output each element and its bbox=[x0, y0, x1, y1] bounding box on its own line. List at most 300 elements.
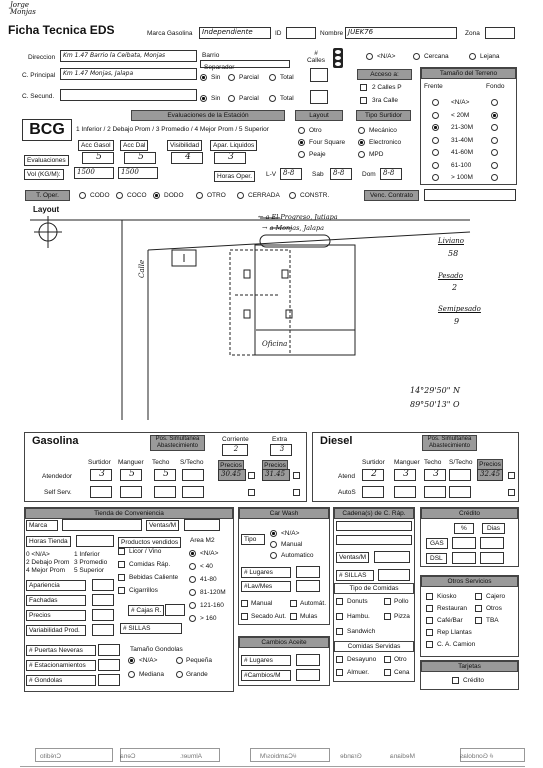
frente-radio-1[interactable] bbox=[432, 112, 439, 119]
layout-opt-0: Otro bbox=[309, 127, 322, 134]
frente-radio-2[interactable] bbox=[432, 124, 439, 131]
sep2-total-label: Total bbox=[280, 95, 294, 102]
terreno-header: Tamaño del Terreno bbox=[421, 68, 516, 79]
prod-checkbox-0[interactable] bbox=[118, 548, 125, 555]
calles-na-radio[interactable] bbox=[366, 53, 373, 60]
gas-atend-1[interactable]: 5 bbox=[120, 469, 142, 481]
handwritten-name: Jorge Monjas bbox=[10, 1, 36, 16]
gond-na-label: <N/A> bbox=[139, 657, 158, 664]
sep2-parcial-radio[interactable] bbox=[228, 95, 235, 102]
gas-col-1: Manguer bbox=[118, 459, 144, 466]
frente-radio-3[interactable] bbox=[432, 137, 439, 144]
cajas-field[interactable] bbox=[165, 604, 185, 616]
evaluaciones-scale: 1 Inferior / 2 Debajo Prom / 3 Promedio / 4 Mejor Prom / 5 Superior bbox=[76, 126, 269, 133]
sep1-sin-label: Sin bbox=[211, 74, 221, 81]
eval-value-3[interactable]: 3 bbox=[214, 152, 246, 164]
scale-1: 1 Inferior bbox=[74, 551, 100, 558]
gas-self-2[interactable] bbox=[154, 486, 176, 498]
otros-checkbox-3[interactable] bbox=[475, 605, 482, 612]
area-label-5: > 160 bbox=[200, 615, 217, 622]
area-radio-4[interactable] bbox=[189, 602, 196, 609]
tienda-row-field-0[interactable] bbox=[92, 579, 114, 591]
pesado-label: Pesado bbox=[438, 272, 463, 280]
almuer-label: Almuer. bbox=[347, 669, 370, 676]
fondo-radio-1[interactable] bbox=[491, 112, 498, 119]
gas-checkbox-4[interactable] bbox=[293, 489, 300, 496]
id-label: ID bbox=[275, 30, 282, 37]
fondo-radio-4[interactable] bbox=[491, 149, 498, 156]
gas-atend-0[interactable]: 3 bbox=[90, 469, 112, 481]
horas-label: Horas Oper. bbox=[214, 171, 255, 182]
area-radio-1[interactable] bbox=[189, 563, 196, 570]
barrio-label: Barrio bbox=[202, 52, 220, 59]
estac-label: # Estacionamientos bbox=[26, 660, 96, 671]
tercera-calle-checkbox[interactable] bbox=[360, 97, 367, 104]
estac-field[interactable] bbox=[98, 659, 120, 671]
donuts-label: Donuts bbox=[347, 598, 368, 605]
otros-checkbox-6[interactable] bbox=[426, 629, 433, 636]
liviano-label: Liviano bbox=[438, 237, 464, 245]
tienda-header: Tienda de Conveniencia bbox=[25, 508, 233, 519]
tam-gondolas-label: Tamaño Gondolas bbox=[130, 646, 183, 653]
eval-value-2[interactable]: 4 bbox=[171, 152, 203, 164]
oper-radio-4[interactable] bbox=[237, 192, 244, 199]
footer-cena: Cena bbox=[120, 753, 136, 760]
gasolina-title: Gasolina bbox=[32, 435, 79, 447]
diesel-col-2: Techo bbox=[424, 459, 442, 466]
semipesado-value: 9 bbox=[454, 317, 460, 326]
fondo-radio-0[interactable] bbox=[491, 99, 498, 106]
layout-radio-0[interactable] bbox=[298, 127, 305, 134]
otros-header: Otros Servicios bbox=[421, 576, 518, 587]
gond-pequena-radio[interactable] bbox=[176, 657, 183, 664]
otro-comida-label: Otro bbox=[394, 656, 407, 663]
tienda-ventas-label: Ventas/M bbox=[146, 520, 179, 531]
oper-opt-0: CODO bbox=[90, 192, 110, 199]
almuer-checkbox[interactable] bbox=[336, 669, 343, 676]
area-label-0: <N/A> bbox=[200, 550, 219, 557]
sep2-total-radio[interactable] bbox=[269, 95, 276, 102]
scale-5: 5 Superior bbox=[74, 567, 104, 574]
prod-checkbox-3[interactable] bbox=[118, 587, 125, 594]
calles-principal-field[interactable] bbox=[310, 68, 328, 82]
cw-automat-checkbox[interactable] bbox=[290, 600, 297, 607]
gond-mediana-radio[interactable] bbox=[128, 671, 135, 678]
cw-auto-label: Automatico bbox=[281, 552, 314, 559]
cena-label: Cena bbox=[394, 669, 410, 676]
diesel-atend-2[interactable]: 3 bbox=[424, 469, 446, 481]
atendedor-label: Atendedor bbox=[42, 473, 72, 480]
horas-tienda-label: Horas Tienda bbox=[26, 536, 71, 547]
otros-label-6: Rep Llantas bbox=[437, 629, 472, 636]
scale-3: 3 Promedio bbox=[74, 559, 108, 566]
extra-label: Extra bbox=[272, 436, 288, 443]
direccion-field[interactable]: Km 1.47 Barrio la Ceibata, Monjas bbox=[60, 50, 197, 62]
gond-grande-radio[interactable] bbox=[176, 671, 183, 678]
corriente-label: Corriente bbox=[222, 436, 249, 443]
cadena-ventas-field[interactable] bbox=[374, 551, 410, 563]
diesel-precios-header: Precios bbox=[477, 459, 503, 470]
credito-gas-dias[interactable] bbox=[480, 537, 504, 549]
cadena-header: Cadena(s) de C. Ráp. bbox=[334, 508, 414, 519]
oper-opt-1: COCO bbox=[127, 192, 147, 199]
layout-radio-1[interactable] bbox=[298, 139, 305, 146]
vol-field-1[interactable]: 1500 bbox=[74, 167, 114, 179]
aceite-cambios-field[interactable] bbox=[296, 669, 320, 681]
footer-grande: Grande bbox=[340, 753, 362, 760]
area-label-4: 121-160 bbox=[200, 602, 224, 609]
sep2-parcial-label: Parcial bbox=[239, 95, 259, 102]
terreno-opt-label-4: 41-60M bbox=[451, 149, 474, 156]
lejana-radio[interactable] bbox=[469, 53, 476, 60]
calles-p-label: 2 Calles P bbox=[372, 84, 402, 91]
pct-label: % bbox=[454, 523, 474, 534]
diesel-checkbox-1[interactable] bbox=[508, 472, 515, 479]
sep1-total-label: Total bbox=[280, 74, 294, 81]
gas-atend-3[interactable] bbox=[182, 469, 204, 481]
scale-4: 4 Mejor Prom bbox=[26, 567, 66, 574]
terreno-opt-label-6: > 100M bbox=[451, 174, 473, 181]
lv-label: L-V bbox=[266, 171, 277, 178]
diesel-pos-header: Pos. Simultanea Abastecimiento bbox=[422, 435, 477, 451]
sab-label: Sab bbox=[312, 171, 324, 178]
vol-field-2[interactable]: 1500 bbox=[118, 167, 158, 179]
frente-label: Frente bbox=[424, 83, 443, 90]
eval-col-3: Apar. Liquidos bbox=[210, 140, 257, 151]
oper-radio-5[interactable] bbox=[289, 192, 296, 199]
oper-radio-0[interactable] bbox=[79, 192, 86, 199]
tienda-row-field-1[interactable] bbox=[92, 594, 114, 606]
cw-lugares-field[interactable] bbox=[296, 566, 320, 578]
frente-radio-5[interactable] bbox=[432, 162, 439, 169]
sab-field[interactable]: 8-8 bbox=[330, 168, 352, 180]
lejana-label: Lejana bbox=[480, 53, 500, 60]
tipo-radio-2[interactable] bbox=[358, 151, 365, 158]
calles-na-label: <N/A> bbox=[377, 53, 396, 60]
cadena-ventas-label: Ventas/M bbox=[336, 552, 369, 563]
cw-manual-checkbox[interactable] bbox=[241, 600, 248, 607]
footer-gondolas: # Gondolas bbox=[460, 753, 494, 760]
self-serv-label: Self Serv. bbox=[44, 489, 72, 496]
gond-na-radio[interactable] bbox=[128, 657, 135, 664]
prod-label-0: Licor / Vino bbox=[129, 548, 162, 555]
hambu-checkbox[interactable] bbox=[336, 613, 343, 620]
tipo-radio-1[interactable] bbox=[358, 139, 365, 146]
gas-checkbox-3[interactable] bbox=[248, 489, 255, 496]
calles-secund-field[interactable] bbox=[310, 90, 328, 104]
pollo-label: Pollo bbox=[394, 598, 409, 605]
pollo-checkbox[interactable] bbox=[384, 598, 391, 605]
cw-mulas-checkbox[interactable] bbox=[290, 613, 297, 620]
principal-field[interactable]: Km 1.47 Monjas, Jalapa bbox=[60, 68, 197, 80]
cw-lav-field[interactable] bbox=[296, 580, 320, 592]
gas-self-3[interactable] bbox=[182, 486, 204, 498]
gasolina-pos-header: Pos. Simultanea Abastecimiento bbox=[150, 435, 205, 451]
sketch-note-1: ← a El Progreso, Jutiapa bbox=[258, 213, 338, 221]
gas-precio-2[interactable]: 31.45 bbox=[262, 469, 290, 481]
cercana-radio[interactable] bbox=[413, 53, 420, 60]
autos-label: AutoS bbox=[338, 489, 356, 496]
otros-checkbox-1[interactable] bbox=[475, 593, 482, 600]
otros-label-5: TBA bbox=[486, 617, 499, 624]
area-radio-3[interactable] bbox=[189, 589, 196, 596]
nombre-label: Nombre bbox=[320, 30, 344, 37]
tarjeta-credito-label: Crédito bbox=[463, 677, 484, 684]
puertas-label: # Puertas Neveras bbox=[26, 645, 96, 656]
otros-checkbox-0[interactable] bbox=[426, 593, 433, 600]
terreno-opt-label-2: 21-30M bbox=[451, 124, 474, 131]
otros-label-4: Café/Bar bbox=[437, 617, 463, 624]
gond-grande-label: Grande bbox=[186, 671, 208, 678]
oper-radio-3[interactable] bbox=[196, 192, 203, 199]
separador-label: Separador bbox=[204, 64, 235, 71]
calles-label: # Calles bbox=[306, 50, 326, 64]
diesel-auto-1[interactable] bbox=[394, 486, 416, 498]
corriente-field[interactable]: 2 bbox=[222, 444, 248, 456]
eval-col-1: Acc Dal bbox=[120, 140, 148, 151]
sep2-sin-label: Sin bbox=[211, 95, 221, 102]
aceite-header: Cambios Aceite bbox=[239, 637, 329, 648]
acceso-header: Acceso a: bbox=[357, 69, 412, 80]
aceite-lugares-label: # Lugares bbox=[241, 655, 291, 666]
gas-col-2: Techo bbox=[152, 459, 170, 466]
area-radio-5[interactable] bbox=[189, 615, 196, 622]
scale-0: 0 <N/A> bbox=[26, 551, 50, 558]
frente-radio-6[interactable] bbox=[432, 174, 439, 181]
cw-lav-label: #Lav/Mes bbox=[241, 581, 291, 592]
otros-label-2: Restauran bbox=[437, 605, 467, 612]
cw-manual-label: Manual bbox=[281, 541, 303, 548]
scale-2: 2 Debajo Prom bbox=[26, 559, 70, 566]
cajas-label: # Cajas R. bbox=[128, 605, 164, 616]
sep2-sin-radio[interactable] bbox=[200, 95, 207, 102]
otros-label-7: C. A. Camion bbox=[437, 641, 476, 648]
footer-cambios: #Cambios/M bbox=[260, 753, 297, 760]
direccion-label: Direccion bbox=[28, 54, 56, 61]
prod-checkbox-2[interactable] bbox=[118, 574, 125, 581]
oficina-label: Oficina bbox=[262, 340, 288, 348]
cw-na-radio[interactable] bbox=[270, 530, 277, 537]
oper-header: T. Oper. bbox=[25, 190, 70, 201]
cw-mulas-label: Mulas bbox=[300, 613, 318, 620]
cadena-field-2[interactable] bbox=[336, 535, 412, 545]
hambu-label: Hambu. bbox=[347, 613, 370, 620]
eval-col-2: Visibilidad bbox=[167, 140, 202, 151]
sep1-parcial-radio[interactable] bbox=[228, 74, 235, 81]
eval-value-1[interactable]: 5 bbox=[124, 152, 156, 164]
otros-checkbox-5[interactable] bbox=[475, 617, 482, 624]
zona-label: Zona bbox=[465, 30, 480, 37]
pizza-checkbox[interactable] bbox=[384, 613, 391, 620]
diesel-auto-0[interactable] bbox=[362, 486, 384, 498]
vol-label: Vol (KG/M): bbox=[24, 169, 64, 180]
tipo-opt-2: MPD bbox=[369, 151, 384, 158]
tarjetas-header: Tarjetas bbox=[421, 661, 518, 672]
tienda-row-2: Precios bbox=[26, 610, 86, 621]
productos-label: Productos vendidos bbox=[118, 537, 181, 548]
otro-comida-checkbox[interactable] bbox=[384, 656, 391, 663]
credito-dsl-dias[interactable] bbox=[480, 552, 504, 564]
tipo-opt-1: Electronico bbox=[369, 139, 402, 146]
gas-col-3: S/Techo bbox=[180, 459, 204, 466]
diesel-precio[interactable]: 32.45 bbox=[477, 469, 503, 481]
sep1-total-radio[interactable] bbox=[269, 74, 276, 81]
cadena-sillas-field[interactable] bbox=[378, 569, 410, 581]
gas-checkbox-2[interactable] bbox=[293, 472, 300, 479]
calles-p-checkbox[interactable] bbox=[360, 84, 367, 91]
horas-tienda-field[interactable] bbox=[76, 535, 114, 547]
tienda-marca-label: Marca bbox=[26, 520, 58, 531]
gas-precios-header-2: Precios bbox=[262, 460, 288, 471]
diesel-title: Diesel bbox=[320, 435, 353, 447]
gas-self-0[interactable] bbox=[90, 486, 112, 498]
cw-secado-label: Secado Aut. bbox=[251, 613, 287, 620]
tipo-comidas-header: Tipo de Comidas bbox=[334, 583, 414, 594]
coord-n: 14°29'50" N bbox=[410, 386, 460, 395]
diesel-auto-2[interactable] bbox=[424, 486, 446, 498]
gas-precio-1[interactable]: 30.45 bbox=[218, 469, 246, 481]
credito-dsl-pct[interactable] bbox=[452, 552, 476, 564]
gond-pequena-label: Pequeña bbox=[186, 657, 213, 664]
diesel-atend-3[interactable] bbox=[449, 469, 471, 481]
area-radio-2[interactable] bbox=[189, 576, 196, 583]
cw-manual-radio[interactable] bbox=[270, 541, 277, 548]
venc-contrato-field[interactable] bbox=[424, 189, 516, 201]
oper-radio-2[interactable] bbox=[153, 192, 160, 199]
pizza-label: Pizza bbox=[394, 613, 410, 620]
layout-opt-1: Four Square bbox=[309, 139, 346, 146]
terreno-opt-label-3: 31-40M bbox=[451, 136, 474, 144]
terreno-opt-label-5: 61-100 bbox=[451, 161, 472, 169]
dias-label: Dias bbox=[482, 523, 505, 534]
gondolas-field[interactable] bbox=[98, 674, 120, 686]
desayuno-checkbox[interactable] bbox=[336, 656, 343, 663]
desayuno-label: Desayuno bbox=[347, 656, 377, 663]
cadena-field-1[interactable] bbox=[336, 521, 412, 531]
prod-label-2: Bebidas Caliente bbox=[129, 574, 179, 581]
credito-gas-pct[interactable] bbox=[452, 537, 476, 549]
diesel-atend-0[interactable]: 2 bbox=[362, 469, 384, 481]
diesel-col-1: Manguer bbox=[394, 459, 420, 466]
id-field[interactable] bbox=[286, 27, 316, 39]
evaluaciones-header: Evaluaciones de la Estación bbox=[131, 110, 285, 121]
diesel-col-3: S/Techo bbox=[449, 459, 473, 466]
layout-title: Layout bbox=[33, 205, 60, 214]
eval-value-0[interactable]: 5 bbox=[82, 152, 114, 164]
otros-label-1: Cajero bbox=[486, 593, 506, 600]
dom-field[interactable]: 8-8 bbox=[380, 168, 402, 180]
layout-opt-2: Peaje bbox=[309, 151, 326, 158]
cena-checkbox[interactable] bbox=[384, 669, 391, 676]
tienda-ventas-field[interactable] bbox=[184, 519, 220, 531]
oper-opt-3: OTRO bbox=[207, 192, 226, 199]
puertas-field[interactable] bbox=[98, 644, 120, 656]
evaluaciones-label: Evaluaciones bbox=[24, 155, 69, 166]
zona-field[interactable] bbox=[485, 27, 515, 39]
tipo-radio-0[interactable] bbox=[358, 127, 365, 134]
tarjeta-credito-checkbox[interactable] bbox=[452, 677, 459, 684]
coord-o: 89°50'13" O bbox=[410, 400, 460, 409]
otros-checkbox-4[interactable] bbox=[426, 617, 433, 624]
tienda-row-field-3[interactable] bbox=[92, 624, 114, 636]
area-label-3: 81-120M bbox=[200, 589, 226, 596]
gas-col-0: Surtidor bbox=[88, 459, 111, 466]
gas-checkbox-1[interactable] bbox=[248, 472, 255, 479]
liviano-value: 58 bbox=[448, 249, 459, 258]
cw-na-label: <N/A> bbox=[281, 530, 300, 537]
area-label: Area M2 bbox=[190, 537, 215, 544]
dom-label: Dom bbox=[362, 171, 376, 178]
area-label-1: < 40 bbox=[200, 563, 213, 570]
fondo-radio-2[interactable] bbox=[491, 124, 498, 131]
sep1-parcial-label: Parcial bbox=[239, 74, 259, 81]
footer-credito: Crédito bbox=[40, 753, 61, 760]
area-radio-0[interactable] bbox=[189, 550, 196, 557]
carwash-tipo-label: Tipo bbox=[241, 534, 265, 545]
gas-label: GAS bbox=[426, 538, 448, 549]
diesel-auto-3[interactable] bbox=[449, 486, 471, 498]
sep1-sin-radio[interactable] bbox=[200, 74, 207, 81]
terreno-opt-label-0: <N/A> bbox=[451, 99, 470, 106]
tipo-surtidor-header: Tipo Surtidor bbox=[356, 110, 411, 121]
footer-almuer: Almuer. bbox=[180, 753, 203, 760]
aceite-cambios-label: #Cambios/M bbox=[241, 670, 291, 681]
frente-radio-0[interactable] bbox=[432, 99, 439, 106]
nombre-field[interactable]: JUEK76 bbox=[345, 27, 457, 39]
otros-checkbox-2[interactable] bbox=[426, 605, 433, 612]
diesel-atend-1[interactable]: 3 bbox=[394, 469, 416, 481]
fondo-radio-5[interactable] bbox=[491, 162, 498, 169]
area-label-2: 41-80 bbox=[200, 576, 217, 583]
cw-secado-checkbox[interactable] bbox=[241, 613, 248, 620]
fondo-radio-6[interactable] bbox=[491, 174, 498, 181]
credito-header: Crédito bbox=[421, 508, 518, 519]
cw-auto-radio[interactable] bbox=[270, 552, 277, 559]
oper-radio-1[interactable] bbox=[116, 192, 123, 199]
otros-checkbox-7[interactable] bbox=[426, 641, 433, 648]
tienda-marca-field[interactable] bbox=[62, 519, 142, 531]
secund-label: C. Secund. bbox=[22, 93, 55, 100]
extra-field[interactable]: 3 bbox=[270, 444, 292, 456]
fondo-label: Fondo bbox=[486, 83, 505, 90]
cw-lugares-label: # Lugares bbox=[241, 567, 291, 578]
marca-field[interactable]: Independiente bbox=[199, 27, 271, 39]
tienda-row-0: Apariencia bbox=[26, 580, 86, 591]
sandwich-checkbox[interactable] bbox=[336, 628, 343, 635]
fondo-radio-3[interactable] bbox=[491, 137, 498, 144]
carwash-header: Car Wash bbox=[239, 508, 329, 519]
sandwich-label: Sandwich bbox=[347, 628, 376, 635]
aceite-lugares-field[interactable] bbox=[296, 654, 320, 666]
tercera-calle-label: 3ra Calle bbox=[372, 97, 399, 104]
oper-opt-2: DODO bbox=[164, 192, 184, 199]
gond-mediana-label: Mediana bbox=[139, 671, 164, 678]
prod-checkbox-1[interactable] bbox=[118, 561, 125, 568]
tienda-row-field-2[interactable] bbox=[92, 609, 114, 621]
diesel-checkbox-2[interactable] bbox=[508, 489, 515, 496]
tipo-opt-0: Mecánico bbox=[369, 127, 397, 134]
secund-field[interactable] bbox=[60, 89, 197, 101]
gas-self-1[interactable] bbox=[120, 486, 142, 498]
oper-opt-4: CERRADA bbox=[248, 192, 280, 199]
lv-field[interactable]: 8-8 bbox=[280, 168, 302, 180]
cadena-sillas-label: # SILLAS bbox=[336, 570, 374, 581]
gas-atend-2[interactable]: 5 bbox=[154, 469, 176, 481]
layout-radio-2[interactable] bbox=[298, 151, 305, 158]
donuts-checkbox[interactable] bbox=[336, 598, 343, 605]
tienda-sillas-field[interactable] bbox=[185, 622, 187, 634]
frente-radio-4[interactable] bbox=[432, 149, 439, 156]
